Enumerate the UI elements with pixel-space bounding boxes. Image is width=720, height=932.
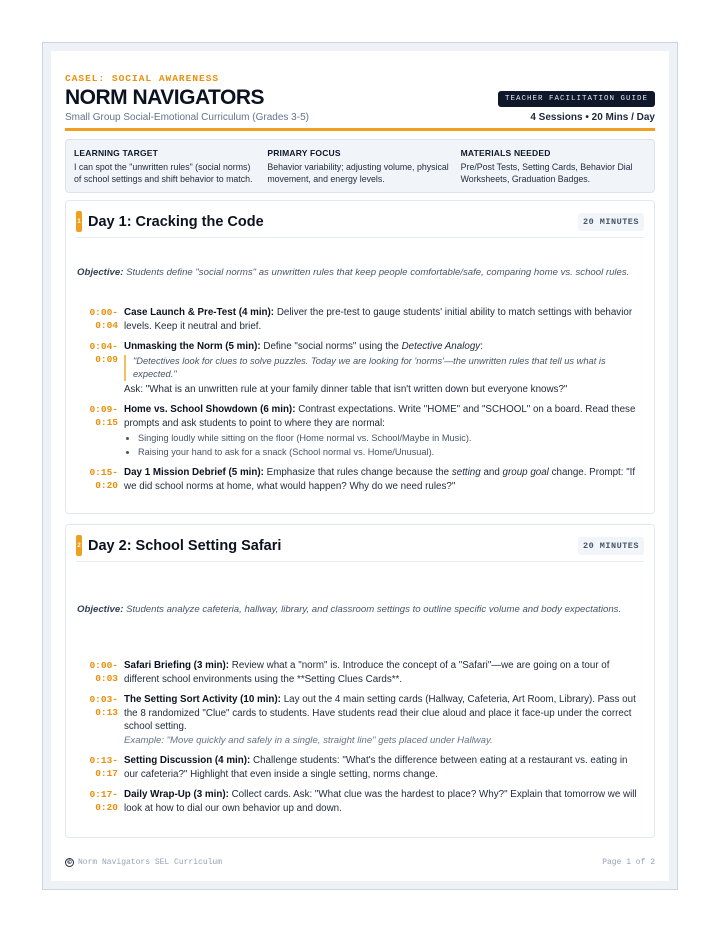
schedule-step — [76, 306, 644, 333]
schedule-step — [76, 466, 644, 493]
learning-target — [74, 148, 259, 185]
materials-heading: MATERIALS NEEDED — [460, 148, 551, 158]
step-label: Case Launch & Pre-Test (4 min): — [124, 307, 275, 318]
step-label: Home vs. School Showdown (6 min): — [124, 404, 296, 415]
guide-badge: TEACHER FACILITATION GUIDE — [498, 91, 655, 107]
day-2-header — [76, 535, 644, 562]
detective-quote: "Detectives look for clues to solve puzzles. Today we are looking for 'norms'—the unwritten rules that tell us what is expected." — [124, 355, 644, 381]
day-2-objective — [76, 603, 644, 616]
step-label: The Setting Sort Activity (10 min): — [124, 694, 281, 705]
step-emphasis: setting — [451, 467, 481, 478]
schedule-step — [76, 659, 644, 686]
time-end: 0:20 — [95, 480, 118, 491]
subtitle-row — [65, 112, 655, 131]
step-time — [76, 754, 118, 781]
subtitle: Small Group Social-Emotional Curriculum (Grades 3-5) — [65, 112, 309, 123]
footer-left — [65, 858, 222, 867]
step-punct: : — [480, 341, 483, 352]
schedule-step — [76, 340, 644, 396]
learning-target-heading: LEARNING TARGET — [74, 148, 159, 158]
page-number: Page 1 of 2 — [602, 858, 655, 867]
objective-text: Students analyze cafeteria, hallway, library, and classroom settings to outline specific volume and body expectations. — [126, 604, 622, 615]
step-text: Emphasize that rules change because the — [266, 467, 450, 478]
time-start: 0:04- — [89, 341, 118, 352]
day-number-marker: 2 — [76, 535, 82, 556]
step-text: Contrast expectations. Write "HOME" and "SCHOOL" on a board. Read these prompts and ask students to point to where they are normal: — [124, 404, 636, 429]
step-label: Day 1 Mission Debrief (5 min): — [124, 467, 264, 478]
step-text: Collect cards. Ask: "What clue was the hardest to place? Why?" Explain that tomorrow we will look at how to dial our own behavior up and down. — [124, 789, 637, 814]
page-footer — [65, 858, 655, 867]
primary-focus — [267, 148, 452, 185]
overview-box — [65, 139, 655, 193]
day-2-card — [65, 524, 655, 838]
learning-target-text: I can spot the "unwritten rules" (social norms) of school settings and shift behavior to match. — [74, 162, 253, 184]
step-body — [124, 693, 644, 747]
step-body — [124, 306, 644, 333]
day-1-schedule — [76, 306, 644, 493]
document-page — [51, 51, 669, 881]
step-text: change. Prompt: "If we did school norms at home, what would happen? Why do we need rules?" — [124, 467, 636, 492]
materials-needed — [461, 148, 646, 185]
day-2-title: Day 2: School Setting Safari — [88, 537, 282, 554]
page-title: NORM NAVIGATORS — [65, 86, 265, 109]
step-time — [76, 659, 118, 686]
step-body — [124, 788, 644, 815]
time-end: 0:20 — [95, 802, 118, 813]
list-item: • Singing loudly while sitting on the floor (Home normal vs. School/Maybe in Music). — [138, 431, 644, 445]
objective-label: Objective: — [77, 267, 124, 278]
day-number-marker: 1 — [76, 211, 82, 232]
step-time — [76, 693, 118, 747]
primary-focus-text: Behavior variability; adjusting volume, physical movement, and energy levels. — [267, 162, 449, 184]
step-label: Unmasking the Norm (5 min): — [124, 341, 261, 352]
step-text: Lay out the 4 main setting cards (Hallway, Cafeteria, Art Room, Library). Pass out the 8 randomized "Clue" cards to students. Have students read their clue aloud and place it face-up under the correct school setting. — [124, 694, 636, 732]
step-time — [76, 306, 118, 333]
time-end: 0:13 — [95, 707, 118, 718]
time-start: 0:00- — [89, 307, 118, 318]
page-frame — [42, 42, 678, 890]
day-1-duration-badge: 20 MINUTES — [578, 213, 644, 231]
time-end: 0:09 — [95, 354, 118, 365]
day-2-title-wrap — [76, 535, 281, 556]
step-text: Review what a "norm" is. Introduce the concept of a "Safari"—we are going on a tour of different school environments using the **Setting Clues Cards**. — [124, 660, 610, 685]
step-text: Deliver the pre-test to gauge students' initial ability to match settings with behavior levels. Keep it neutral and brief. — [124, 307, 633, 332]
day-1-card — [65, 200, 655, 514]
schedule-step — [76, 788, 644, 815]
step-body — [124, 466, 644, 493]
footer-title: Norm Navigators SEL Curriculum — [78, 858, 223, 867]
day-1-title-wrap — [76, 211, 264, 232]
time-end: 0:17 — [95, 768, 118, 779]
objective-text: Students define "social norms" as unwritten rules that keep people comfortable/safe, comparing home vs. school rules. — [126, 267, 630, 278]
time-start: 0:00- — [89, 660, 118, 671]
step-body — [124, 754, 644, 781]
time-start: 0:13- — [89, 755, 118, 766]
step-text: and — [483, 467, 500, 478]
schedule-step — [76, 693, 644, 747]
prompt-list — [138, 431, 644, 459]
step-body — [124, 340, 644, 396]
day-1-title: Day 1: Cracking the Code — [88, 213, 264, 230]
step-time — [76, 466, 118, 493]
step-body — [124, 403, 644, 459]
day-1-objective — [76, 266, 644, 279]
step-time — [76, 403, 118, 459]
eyebrow: CASEL: SOCIAL AWARENESS — [65, 73, 220, 84]
time-end: 0:15 — [95, 417, 118, 428]
time-start: 0:17- — [89, 789, 118, 800]
sessions-info: 4 Sessions • 20 Mins / Day — [530, 112, 655, 123]
step-emphasis: Detective Analogy — [401, 341, 481, 352]
day-2-schedule — [76, 659, 644, 815]
step-label: Setting Discussion (4 min): — [124, 755, 251, 766]
step-time — [76, 788, 118, 815]
day-1-header — [76, 211, 644, 238]
objective-label: Objective: — [77, 604, 124, 615]
time-start: 0:09- — [89, 404, 118, 415]
step-text: Define "social norms" using the — [263, 341, 399, 352]
step-body — [124, 659, 644, 686]
day-2-duration-badge: 20 MINUTES — [578, 537, 644, 555]
step-label: Daily Wrap-Up (3 min): — [124, 789, 229, 800]
time-end: 0:03 — [95, 673, 118, 684]
time-end: 0:04 — [95, 320, 118, 331]
time-start: 0:15- — [89, 467, 118, 478]
copyright-icon: © — [66, 859, 73, 866]
materials-text: Pre/Post Tests, Setting Cards, Behavior Dial Worksheets, Graduation Badges. — [460, 162, 633, 184]
schedule-step — [76, 754, 644, 781]
primary-focus-heading: PRIMARY FOCUS — [267, 148, 341, 158]
time-start: 0:03- — [89, 694, 118, 705]
schedule-step — [76, 403, 644, 459]
step-label: Safari Briefing (3 min): — [124, 660, 230, 671]
title-row — [65, 86, 655, 110]
step-emphasis: group goal — [502, 467, 549, 478]
example-note: Example: "Move quickly and safely in a single, straight line" gets placed under Hallway. — [124, 734, 493, 746]
step-text: Ask: "What is an unwritten rule at your family dinner table that isn't written down but everyone knows?" — [124, 383, 568, 395]
list-item: • Raising your hand to ask for a snack (School normal vs. Home/Unusual). — [138, 445, 644, 459]
step-time — [76, 340, 118, 396]
step-text: Challenge students: "What's the difference between eating at a restaurant vs. eating in our cafeteria?" Highlight that even inside a single setting, norms change. — [124, 755, 628, 780]
